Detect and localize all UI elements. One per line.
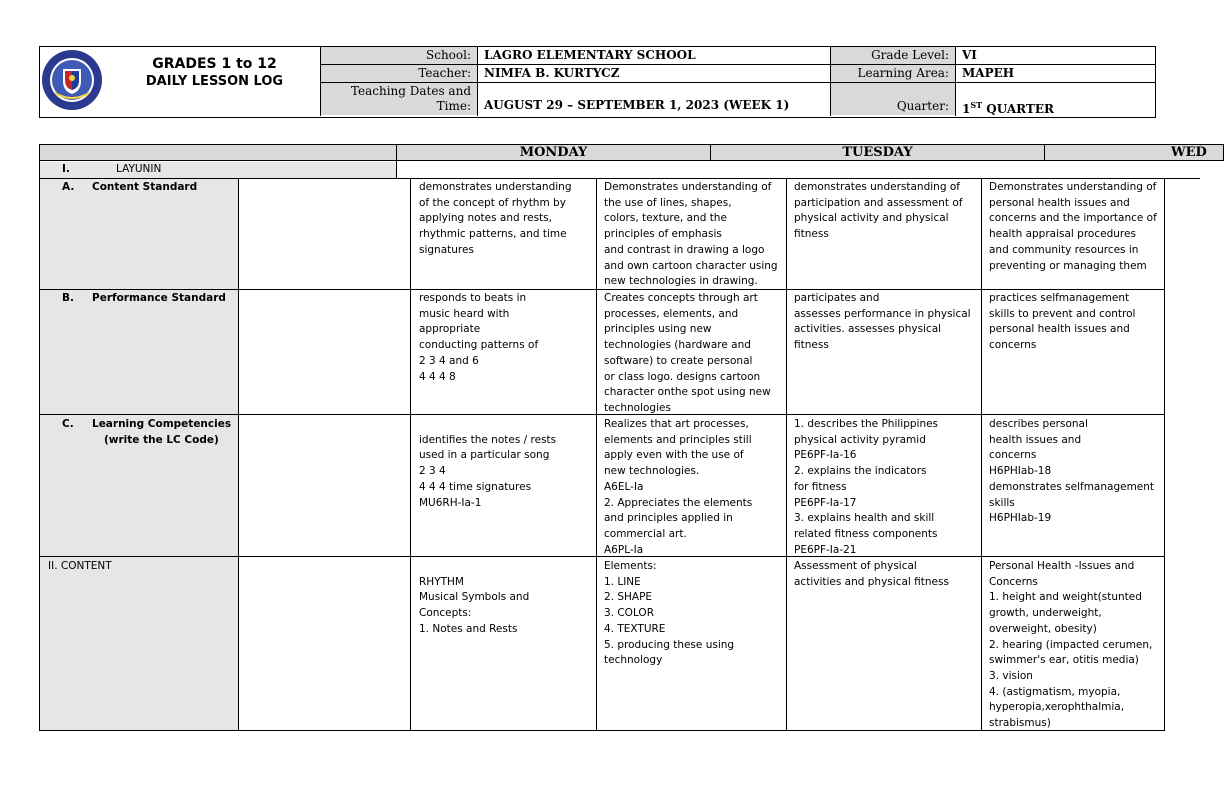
row-a-label: Content Standard: [92, 181, 198, 193]
cell-content-mon: RHYTHM Musical Symbols and Concepts: 1. Notes and Rests: [419, 575, 530, 635]
header-divider: [320, 46, 321, 116]
table-border: [39, 161, 40, 731]
table-border: [1164, 179, 1165, 731]
teaching-dates-value: AUGUST 29 – SEPTEMBER 1, 2023 (WEEK 1): [484, 98, 790, 112]
cell-learning-competencies-mon: identifies the notes / rests used in a particular song 2 3 4 4 4 4 time signatures MU6RH-Ia-1: [419, 433, 557, 509]
quarter-value-superscript: ST: [970, 100, 983, 110]
row-label-column: [40, 179, 238, 730]
cell-content-standard-mon: demonstrates understanding of the concept of rhythm by applying notes and rests, rhythmic patterns, and time signatures: [419, 181, 572, 256]
school-value: LAGRO ELEMENTARY SCHOOL: [484, 48, 696, 62]
table-border: [786, 179, 787, 731]
quarter-value-number: 1: [962, 102, 971, 116]
day-header-wednesday: WED: [1044, 144, 1224, 161]
header-divider: [955, 46, 956, 116]
grade-level-label: Grade Level:: [831, 47, 955, 64]
table-border: [410, 179, 411, 731]
grade-level-value: VI: [962, 48, 977, 62]
learning-area-value: MAPEH: [962, 66, 1015, 80]
row-b-letter: B.: [62, 292, 74, 304]
table-border: [596, 179, 597, 731]
deped-seal-logo: [41, 49, 103, 111]
table-border: [238, 179, 239, 731]
quarter-label: Quarter:: [831, 83, 955, 115]
cell-performance-standard-tue-a: Creates concepts through art processes, elements, and principles using new technologies (hardware and software) to create personal or class logo. designs cartoon character onthe spot using new technologies: [604, 292, 771, 414]
teaching-dates-label-line2: Time:: [436, 99, 471, 113]
table-border: [39, 730, 1165, 731]
cell-learning-competencies-wed: describes personal health issues and concerns H6PHIab-18 demonstrates selfmanagement skills H6PHIab-19: [989, 418, 1155, 525]
cell-content-wed: Personal Health -Issues and Concerns 1. height and weight(stunted growth, underweight, overweight, obesity) 2. hearing (impacted cerumen, swimmer's ear, otitis media) 3. vision 4. (astigmatism, myopia, hyperopia,xerophthalmia, strabismus): [989, 560, 1153, 730]
row-c-label-line2: (write the LC Code): [104, 434, 219, 446]
cell-learning-competencies-tue-b: 1. describes the Philippines physical activity pyramid PE6PF-Ia-16 2. explains the indicators for fitness PE6PF-Ia-17 3. explains health and skill related fitness components PE6PF-Ia-21: [794, 418, 939, 556]
cell-content-tue-b: Assessment of physical activities and physical fitness: [794, 560, 949, 588]
teacher-label: Teacher:: [321, 65, 477, 82]
row-c-label: Learning Competencies: [92, 418, 232, 430]
teacher-value: NIMFA B. KURTYCZ: [484, 66, 620, 80]
header-divider: [477, 46, 478, 116]
day-header-tuesday: TUESDAY: [710, 144, 1045, 161]
school-label: School:: [321, 47, 477, 64]
cell-content-standard-tue-a: Demonstrates understanding of the use of lines, shapes, colors, texture, and the principles of emphasis and contrast in drawing a logo and own cartoon character using new technologies in drawing.: [604, 181, 778, 288]
header-divider: [830, 46, 831, 116]
quarter-value-text: QUARTER: [982, 102, 1054, 116]
table-border: [39, 556, 1165, 557]
table-border: [39, 414, 1165, 415]
table-border: [396, 161, 397, 179]
section-layunin-label: LAYUNIN: [116, 163, 162, 175]
cell-content-standard-wed: Demonstrates understanding of personal health issues and concerns and the importance of health appraisal procedures and community resources in preventing or managing them: [989, 181, 1157, 272]
row-a-letter: A.: [62, 181, 75, 193]
section-layunin-row: [40, 162, 397, 178]
cell-learning-competencies-tue-a: Realizes that art processes, elements and principles still apply even with the use of new technologies. A6EL-Ia 2. Appreciates the elements and principles applied in commercial art. A6PL-Ia: [604, 418, 753, 556]
section-content-label: II. CONTENT: [48, 560, 112, 572]
cell-performance-standard-tue-b: participates and assesses performance in physical activities. assesses physical fitness: [794, 292, 971, 352]
learning-area-label: Learning Area:: [831, 65, 955, 82]
table-border: [39, 178, 1200, 179]
table-border: [981, 179, 982, 731]
cell-performance-standard-wed: practices selfmanagement skills to prevent and control personal health issues and concerns: [989, 292, 1136, 352]
section-layunin-number: I.: [62, 163, 70, 175]
teaching-dates-label-line1: Teaching Dates and: [350, 84, 471, 98]
header-divider: [320, 64, 1155, 65]
cell-content-tue-a: Elements: 1. LINE 2. SHAPE 3. COLOR 4. TEXTURE 5. producing these using technology: [604, 560, 735, 667]
teaching-dates-label: [321, 83, 477, 115]
cell-content-standard-tue-b: demonstrates understanding of participation and assessment of physical activity and physical fitness: [794, 181, 963, 241]
row-b-label: Performance Standard: [92, 292, 226, 304]
table-border: [39, 289, 1165, 290]
cell-performance-standard-mon: responds to beats in music heard with appropriate conducting patterns of 2 3 4 and 6 4 4 4 8: [419, 292, 539, 383]
title-line-1: GRADES 1 to 12: [152, 56, 277, 72]
title-line-2: DAILY LESSON LOG: [145, 74, 284, 89]
quarter-value: [956, 97, 1153, 114]
header-divider: [320, 82, 1155, 83]
day-header-monday: MONDAY: [396, 144, 711, 161]
row-c-letter: C.: [62, 418, 74, 430]
day-header-spacer: [39, 144, 397, 161]
